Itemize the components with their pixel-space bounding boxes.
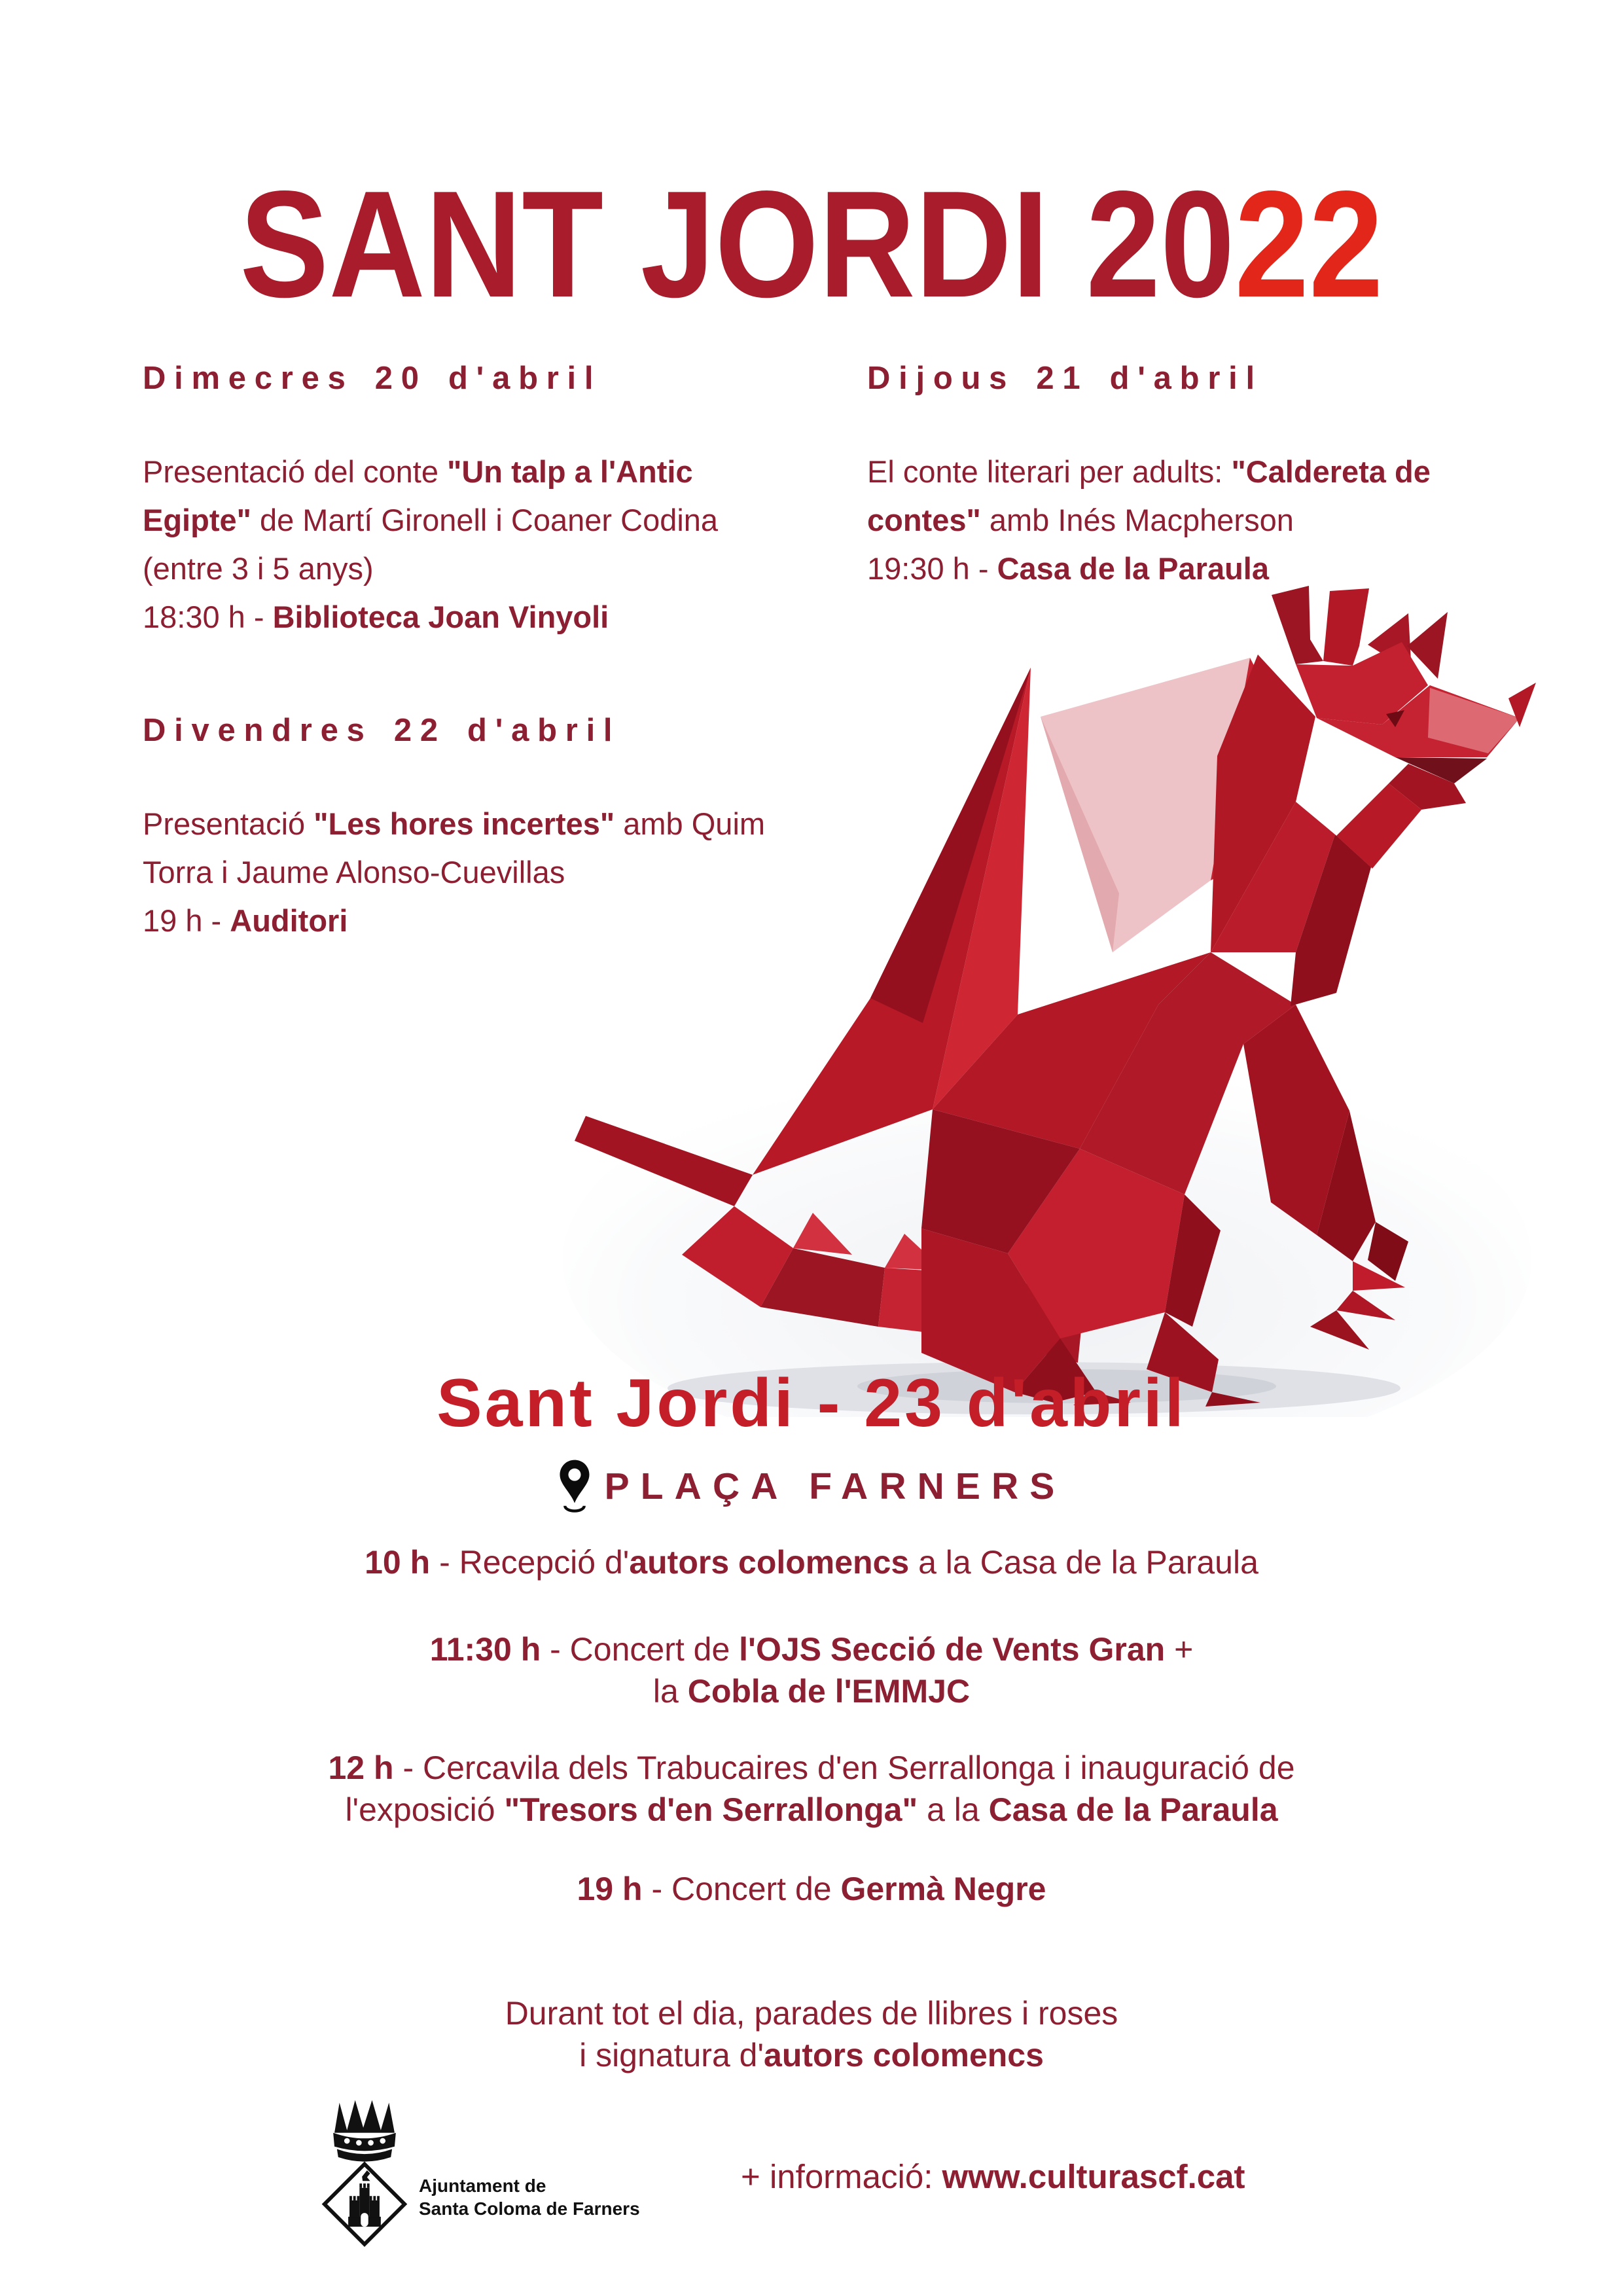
event-body-dijous: El conte literari per adults: "Caldereta de contes" amb Inés Macpherson 19:30 h - Casa de la Paraula: [867, 454, 1431, 586]
right-column: [867, 360, 1574, 593]
location-pin-icon: [558, 1458, 592, 1515]
schedule-item-12h: 12 h - Cercavila dels Trabucaires d'en Serrallonga i inauguració de l'exposició "Tresors d'en Serrallonga" a la Casa de la Paraula: [328, 1749, 1295, 1828]
event-body-divendres: Presentació "Les hores incertes" amb Quim Torra i Jaume Alonso-Cuevillas 19 h - Auditori: [143, 806, 766, 938]
ajuntament-crest-icon: [321, 2093, 408, 2248]
poster-title: [98, 157, 1525, 332]
ajuntament-name-line1: Ajuntament de: [419, 2176, 546, 2196]
schedule-item-1130h: 11:30 h - Concert de l'OJS Secció de Vents Gran + la Cobla de l'EMMJC: [429, 1631, 1194, 1710]
info-prefix: + informació:: [741, 2158, 942, 2195]
info-url[interactable]: www.culturascf.cat: [942, 2158, 1245, 2195]
event-heading-divendres: Divendres 22 d'abril: [143, 713, 621, 748]
title-main: SANT JORDI 20: [240, 160, 1235, 329]
ajuntament-name: [419, 2174, 640, 2220]
schedule-item-10h: 10 h - Recepció d'autors colomencs a la Casa de la Paraula: [365, 1544, 1258, 1581]
info-line: [741, 2157, 1245, 2196]
location-row: [0, 1458, 1623, 1515]
event-dijous-21: [867, 360, 1574, 593]
origami-dragon-image: [556, 586, 1538, 1417]
event-heading-dimecres: Dimecres 20 d'abril: [143, 361, 602, 396]
event-heading-dijous: Dijous 21 d'abril: [867, 361, 1263, 396]
event-body-dimecres: Presentació del conte "Un talp a l'Antic Egipte" de Martí Gironell i Coaner Codina (entre 3 i 5 anys) 18:30 h - Biblioteca Joan Vinyoli: [143, 454, 719, 634]
all-day-note: Durant tot el dia, parades de llibres i roses i signatura d'autors colomencs: [505, 1995, 1118, 2073]
ajuntament-name-line2: Santa Coloma de Farners: [419, 2198, 640, 2219]
schedule-item-19h: 19 h - Concert de Germà Negre: [577, 1871, 1046, 1907]
main-day-title: Sant Jordi - 23 d'abril: [437, 1365, 1186, 1441]
location-label: PLAÇA FARNERS: [604, 1465, 1066, 1507]
title-accent: 22: [1234, 160, 1383, 329]
